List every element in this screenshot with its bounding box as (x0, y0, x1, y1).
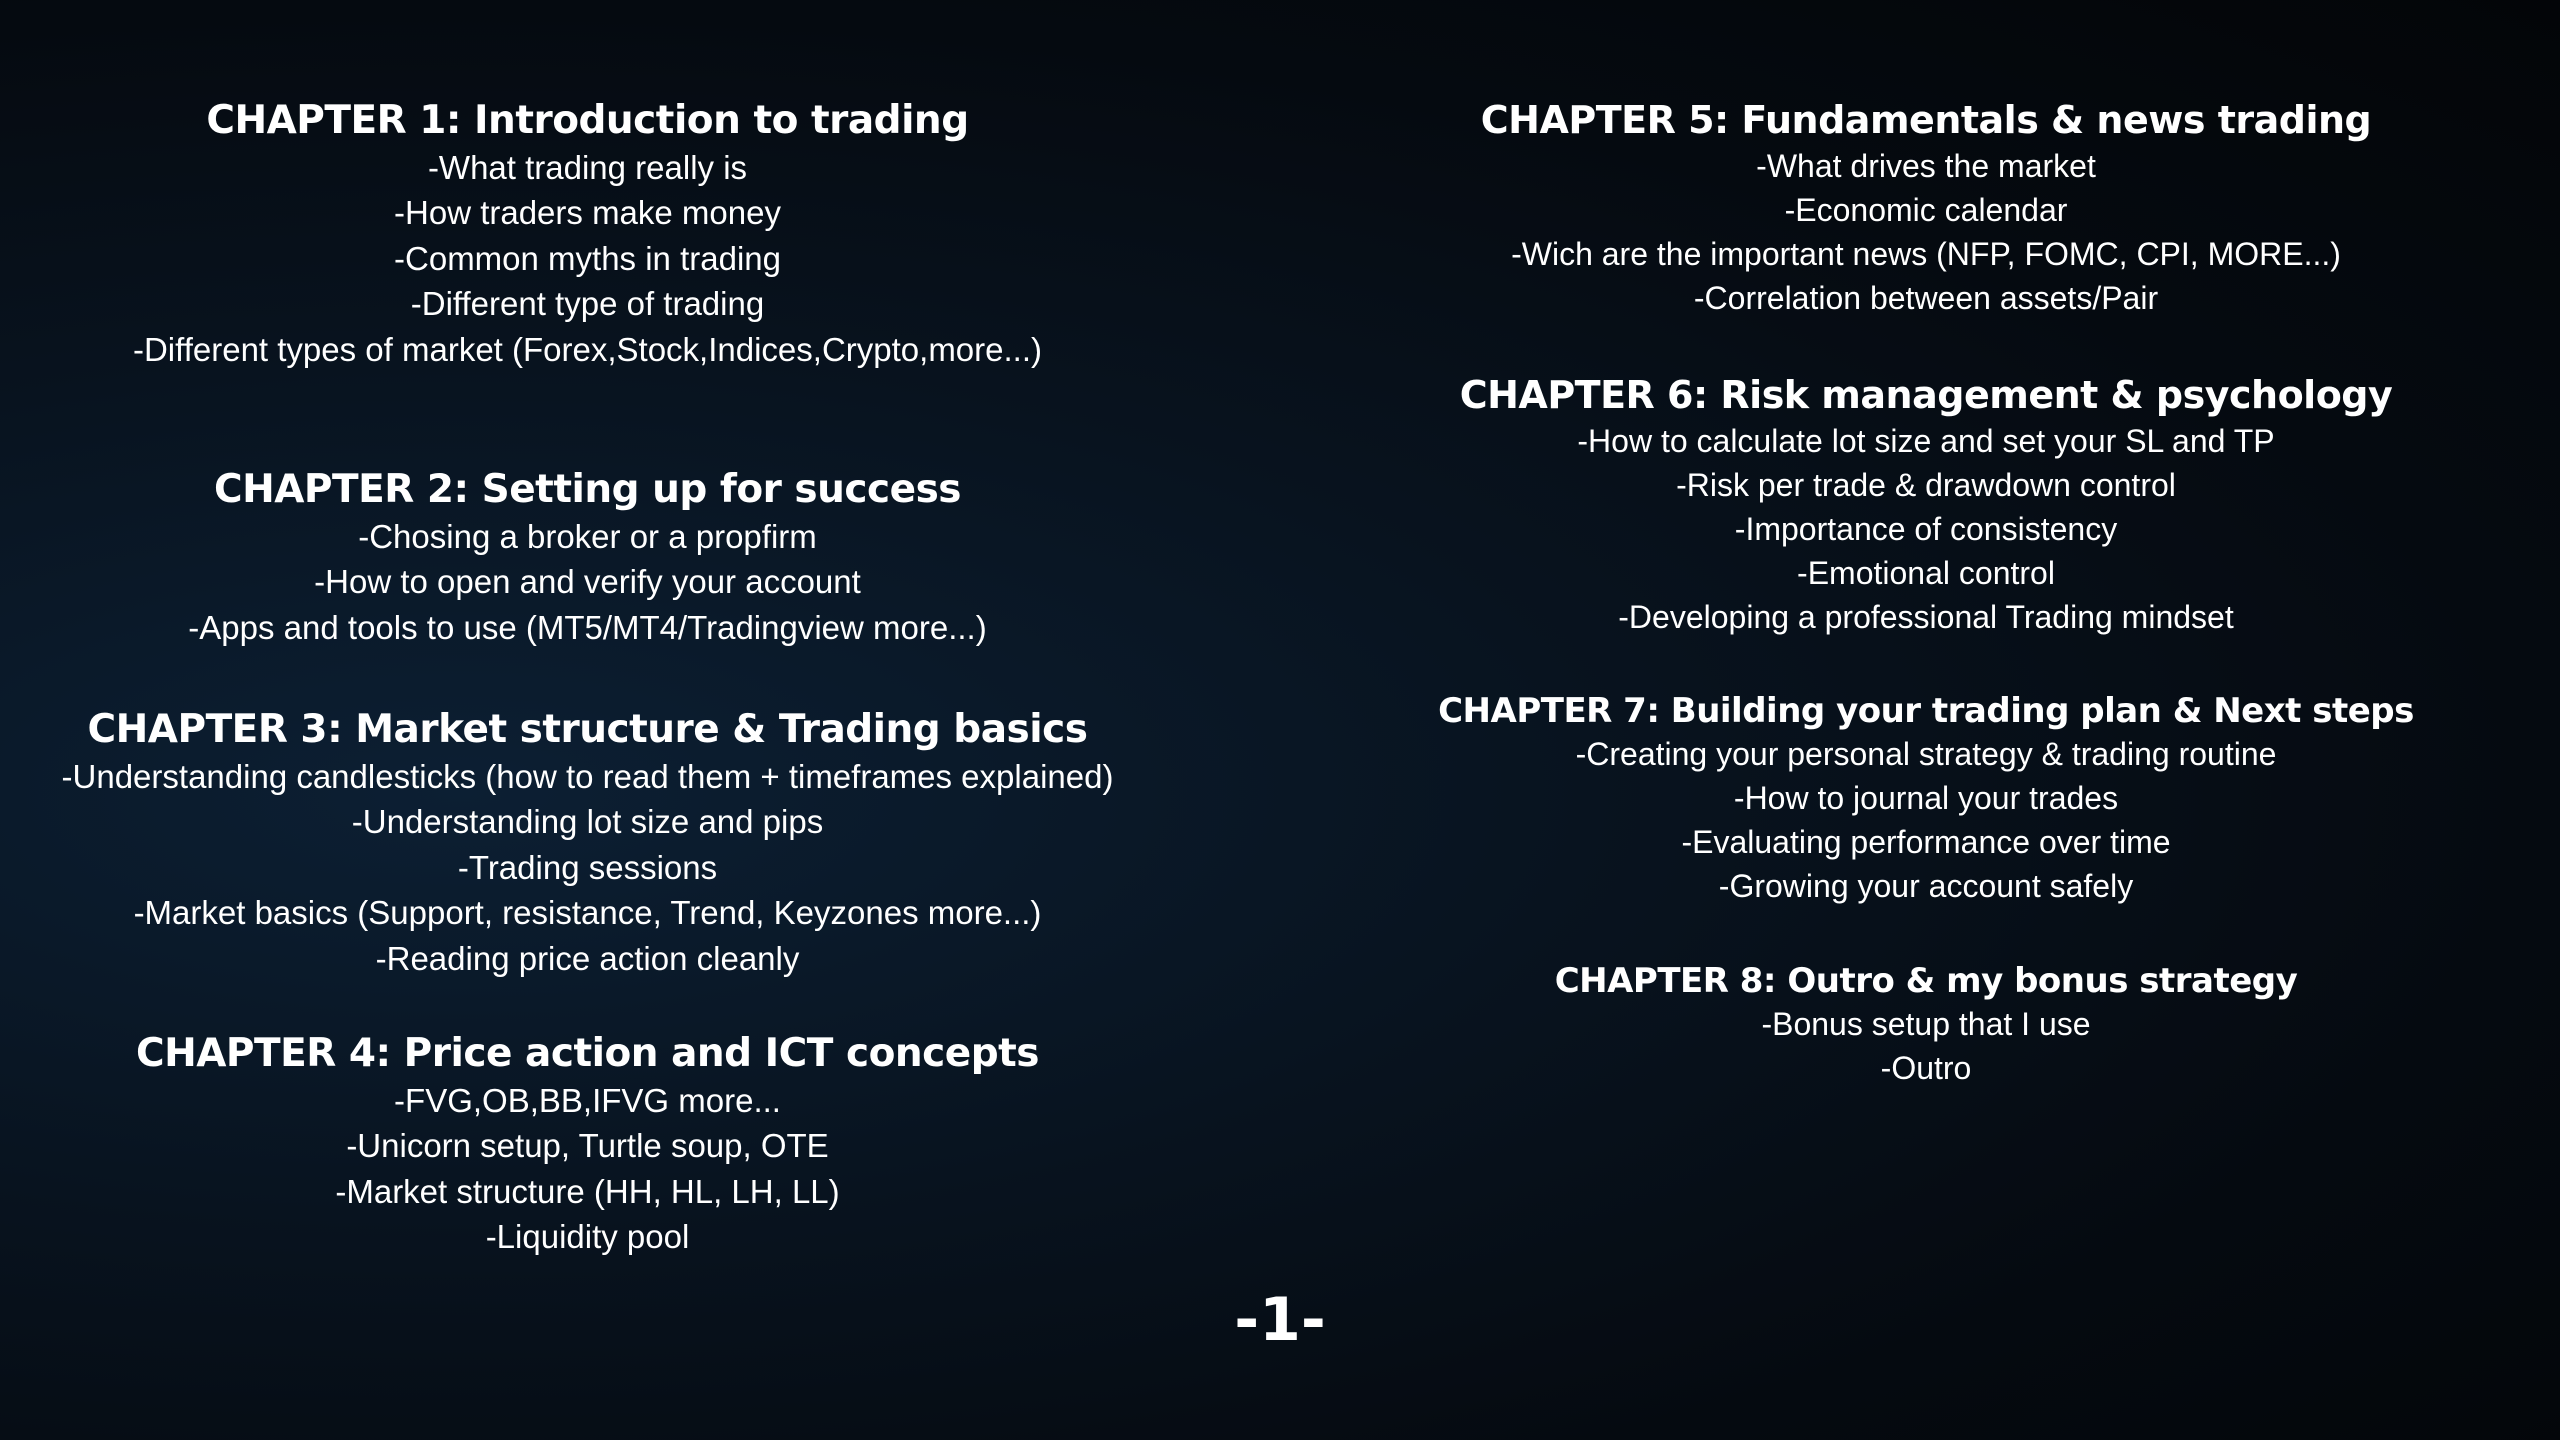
chapter-item: -How to open and verify your account (314, 563, 861, 601)
chapter-title: CHAPTER 2: Setting up for success (213, 467, 962, 512)
chapter-items (30, 1078, 1145, 1260)
chapter-item: -Reading price action cleanly (375, 939, 800, 977)
chapter-items (1420, 419, 2432, 639)
chapter-item: -How to journal your trades (1733, 779, 2119, 816)
chapter-title: CHAPTER 4: Price action and ICT concepts (135, 1031, 1039, 1076)
chapter-items (1420, 144, 2432, 320)
chapter-item: -Evaluating performance over time (1681, 823, 2171, 860)
chapter-item: -Bonus setup that I use (1761, 1005, 2091, 1042)
chapter-items (1420, 1002, 2432, 1090)
chapter-item: -Market structure (HH, HL, LH, LL) (335, 1172, 840, 1210)
chapter-item: -How to calculate lot size and set your SL and TP (1577, 422, 2275, 459)
chapter-items (30, 145, 1145, 373)
chapter-item: -Emotional control (1797, 554, 2055, 591)
chapter-item: -How traders make money (394, 194, 781, 232)
chapter-item: -What drives the market (1756, 147, 2096, 184)
chapter-item: -Trading sessions (457, 848, 718, 886)
chapter-title: CHAPTER 8: Outro & my bonus strategy (1554, 961, 2298, 1001)
chapter-2 (30, 467, 1145, 650)
chapter-item: -Risk per trade & drawdown control (1676, 466, 2176, 503)
page-number: -1- (1234, 1285, 1326, 1355)
chapter-item: -Apps and tools to use (MT5/MT4/Tradingview more...) (188, 608, 987, 646)
chapter-items (30, 514, 1145, 651)
chapter-6 (1420, 373, 2432, 639)
chapter-item: -Liquidity pool (485, 1218, 690, 1256)
chapter-1 (30, 98, 1145, 372)
chapter-title: CHAPTER 5: Fundamentals & news trading (1480, 98, 2372, 142)
chapter-item: -Correlation between assets/Pair (1693, 279, 2159, 316)
chapter-item: -Understanding candlesticks (how to read them + timeframes explained) (61, 757, 1114, 795)
chapter-4 (30, 1031, 1145, 1260)
chapter-items (30, 754, 1145, 982)
chapter-items (1420, 732, 2432, 908)
chapter-item: -Common myths in trading (394, 239, 781, 277)
chapter-title: CHAPTER 1: Introduction to trading (206, 98, 969, 143)
chapter-item: -Outro (1880, 1049, 1972, 1086)
chapter-8 (1420, 961, 2432, 1090)
chapter-3 (30, 707, 1145, 981)
chapter-item: -Different types of market (Forex,Stock,Indices,Crypto,more...) (132, 330, 1042, 368)
chapter-item: -Wich are the important news (NFP, FOMC, CPI, MORE...) (1511, 235, 2341, 272)
chapter-item: -Different type of trading (410, 285, 765, 323)
chapter-item: -Unicorn setup, Turtle soup, OTE (346, 1127, 829, 1165)
chapter-item: -Understanding lot size and pips (351, 803, 824, 841)
chapter-item: -Market basics (Support, resistance, Trend, Keyzones more...) (133, 894, 1042, 932)
chapter-title: CHAPTER 7: Building your trading plan & Next steps (1438, 691, 2414, 731)
chapter-item: -Economic calendar (1784, 191, 2068, 228)
chapter-item: -Developing a professional Trading mindset (1618, 598, 2234, 635)
chapter-item: -Growing your account safely (1718, 867, 2134, 904)
chapter-item: -Importance of consistency (1734, 510, 2118, 547)
chapter-7 (1420, 691, 2432, 908)
chapter-5 (1420, 98, 2432, 320)
chapter-title: CHAPTER 6: Risk management & psychology (1459, 373, 2393, 417)
chapter-item: -What trading really is (427, 148, 748, 186)
chapter-title: CHAPTER 3: Market structure & Trading basics (87, 707, 1088, 752)
chapter-item: -FVG,OB,BB,IFVG more... (394, 1081, 781, 1119)
chapter-item: -Chosing a broker or a propfirm (358, 517, 817, 555)
chapter-item: -Creating your personal strategy & trading routine (1575, 735, 2277, 772)
